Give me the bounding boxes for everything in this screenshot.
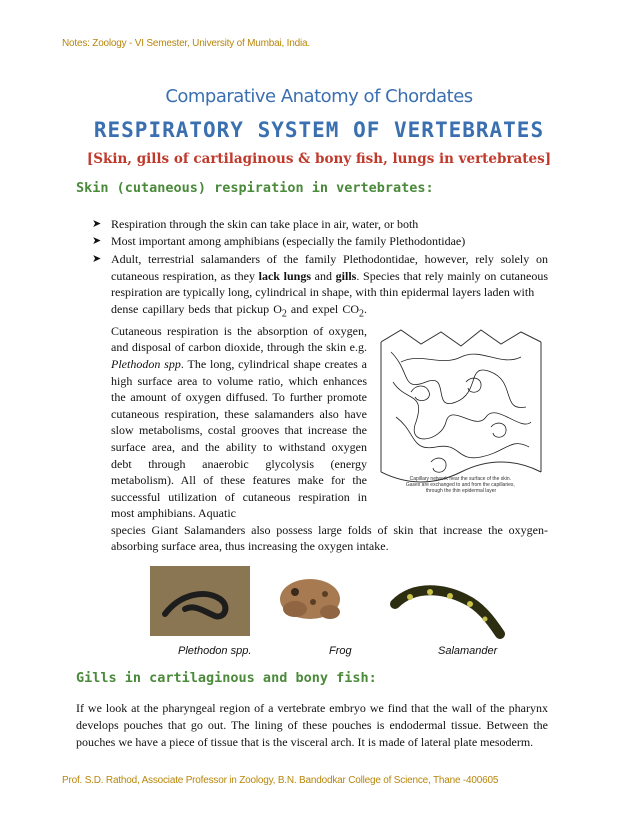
text-run: Adult, terrestrial salamanders of the family Plethodontidae, however, rely solely on cutaneous respiration, as they: [111, 252, 548, 283]
skin-bullet-list: [92, 216, 548, 250]
bullet-text: [111, 251, 548, 301]
text-run: . Species that rely mainly on cutaneous respiration are typically long, cylindrical in shape, with thin epidermal layers laden with: [111, 268, 548, 300]
salamander-image: [395, 589, 500, 634]
list-item: [92, 233, 548, 250]
figure-caption: Capillary network near the surface of the skin. Gases are exchanged to and from the capillaries, through the thin epidermal layer: [405, 476, 515, 494]
page-title: Comparative Anatomy of Chordates: [165, 86, 473, 107]
subscript: 2: [359, 308, 364, 320]
arrow-bullet-icon: ➤: [92, 218, 102, 230]
bold-text: lack lungs: [258, 268, 311, 283]
page-footer: Prof. S.D. Rathod, Associate Professor in Zoology, B.N. Bandodkar College of Science, Thane -400605: [62, 775, 499, 786]
arrow-bullet-icon: ➤: [92, 235, 102, 247]
text-run: and expel CO: [286, 301, 359, 316]
animal-photos: [145, 564, 505, 644]
plethodon-image: [150, 566, 250, 636]
arrow-bullet-icon: ➤: [92, 253, 102, 265]
bullet-text: Most important among amphibians (especially the family Plethodontidae): [111, 234, 466, 248]
bullet-text: Respiration through the skin can take place in air, water, or both: [111, 217, 419, 231]
caption-salamander: Salamander: [438, 645, 498, 657]
bullet-text-wrapped: [111, 301, 367, 522]
subscript: 2: [281, 308, 287, 320]
page-header: Notes: Zoology - VI Semester, University of Mumbai, India.: [62, 38, 310, 49]
bullet-text-end: species Giant Salamanders also possess large folds of skin that increase the oxygen-absorbing surface area, thus increasing the oxygen intake.: [111, 522, 548, 554]
text-run: and: [311, 268, 336, 283]
section-subtitle: [Skin, gills of cartilaginous & bony fish, lungs in vertebrates]: [86, 151, 552, 167]
caption-plethodon: Plethodon spp.: [178, 645, 252, 657]
text-run: . The long, cylindrical shape creates a high surface area to volume ratio, which enhances the amount of oxygen diffused. To further promote cutaneous respiration, these salamanders also have slow metabolisms, costal grooves that increase the surface area, and the ability to withstand oxygen debt through anaerobic glycolysis (energy metabolism). All of these features make for the successful utilization of cutaneous respiration in most amphibians. Aquatic: [111, 356, 367, 521]
capillary-network-figure: [371, 322, 551, 502]
gills-paragraph: If we look at the pharyngeal region of a vertebrate embryo we find that the wall of the pharynx develops pouches that go out. The lining of these pouches is endodermal tissue. Between the pouches we have a piece of tissue that is the visceral arch. It is made of lateral plate mesoderm.: [76, 701, 548, 749]
skin-respiration-heading: Skin (cutaneous) respiration in vertebrates:: [76, 180, 434, 196]
frog-image: [280, 579, 340, 619]
italic-text: Plethodon spp: [111, 356, 181, 371]
list-item: [92, 216, 548, 233]
bold-text: gills: [335, 268, 357, 283]
text-run: dense capillary beds that pickup O: [111, 301, 282, 316]
gills-heading: Gills in cartilaginous and bony fish:: [76, 670, 377, 686]
text-run: . Cutaneous respiration is the absorption of oxygen, and disposal of carbon dioxide, through the skin e.g.: [111, 301, 367, 355]
caption-frog: Frog: [329, 645, 352, 657]
section-title: RESPIRATORY SYSTEM OF VERTEBRATES: [93, 118, 545, 142]
